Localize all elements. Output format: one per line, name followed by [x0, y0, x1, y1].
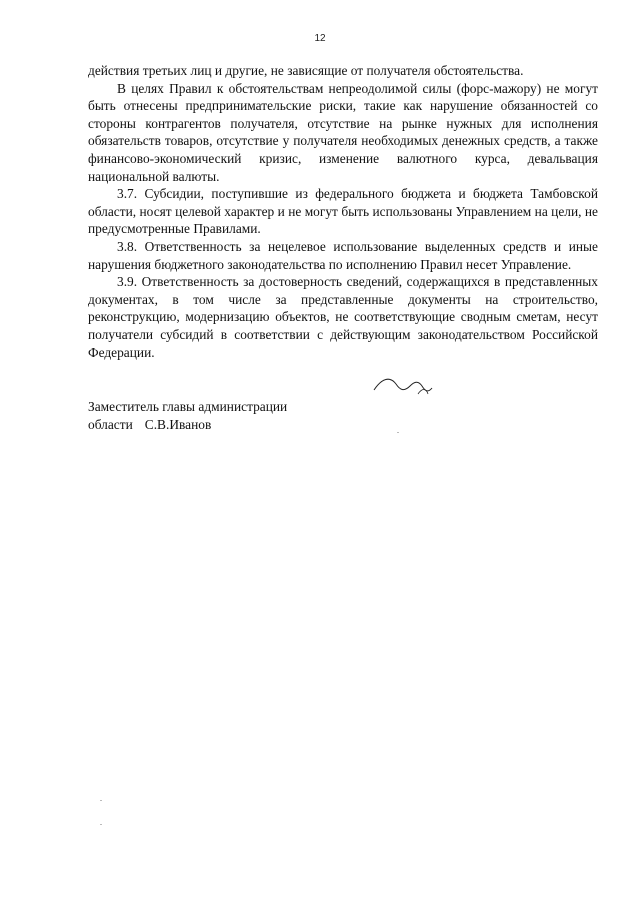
- paragraph-3-9: 3.9. Ответственность за достоверность сведений, содержащихся в представленных документах, в том числе за представленные документы на строительство, реконструкцию, модернизацию объектов, не соответствующие сводным сметам, несут получатели субсидий в соответствии с действующим законодательством Российской Федерации.: [88, 274, 598, 360]
- paragraph-continuation: действия третьих лиц и другие, не зависящие от получателя обстоятельства.: [88, 63, 524, 78]
- paragraph-force-majeure: В целях Правил к обстоятельствам непреодолимой силы (форс-мажору) не могут быть отнесены предпринимательские риски, такие как нарушение обязанностей со стороны контрагентов получателя, отсутствие на рынке нужных для исполнения обязательств товаров, отсутствие у получателя необходимых денежных средств, а также финансово-экономический кризис, изменение валютного курса, девальвация национальной валюты.: [88, 80, 598, 184]
- signer-region: области: [88, 416, 133, 432]
- signer-line: [88, 416, 287, 434]
- document-body: [88, 62, 598, 361]
- scan-speck: [100, 800, 102, 801]
- paragraph-3-7: 3.7. Субсидии, поступившие из федерального бюджета и бюджета Тамбовской области, носят целевой характер и не могут быть использованы Управлением на цели, не предусмотренные Правилами.: [88, 186, 598, 237]
- scan-speck: [100, 824, 102, 825]
- signature-block: [88, 398, 287, 433]
- signer-name: С.В.Иванов: [144, 416, 212, 432]
- page-number: 12: [314, 33, 326, 44]
- scan-speck: [397, 432, 399, 433]
- signer-position: Заместитель главы администрации: [88, 399, 288, 414]
- handwritten-signature-mark: [370, 368, 460, 398]
- paragraph-3-8: 3.8. Ответственность за нецелевое использование выделенных средств и иные нарушения бюджетного законодательства по исполнению Правил несет Управление.: [88, 238, 598, 272]
